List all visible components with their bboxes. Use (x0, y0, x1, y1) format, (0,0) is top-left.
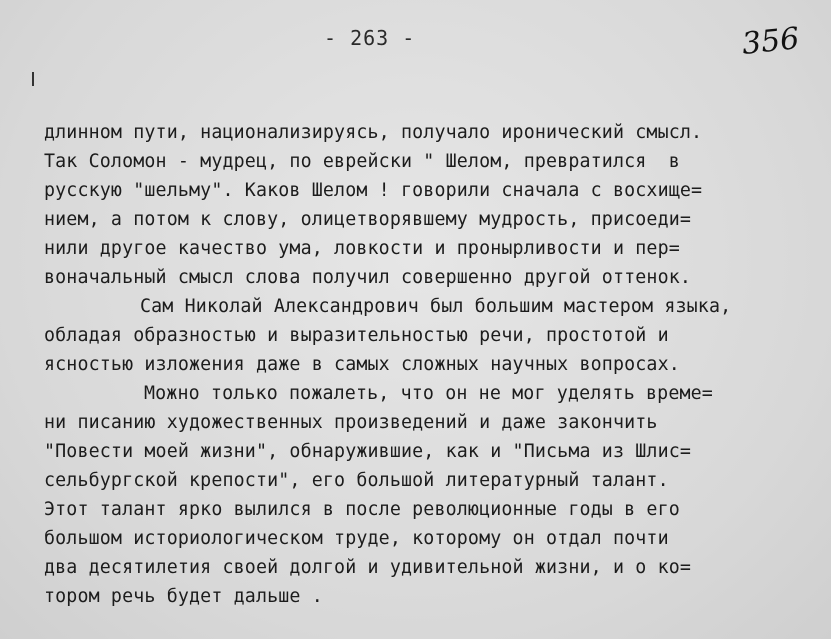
text-line: нием, а потом к слову, олицетворявшему мудрость, присоеди= (44, 209, 692, 230)
text-line: ясностью изложения даже в самых сложных научных вопросах. (44, 354, 680, 375)
text-line: Этот талант ярко вылился в после революционные годы в его (44, 499, 680, 520)
text-line: длинном пути, национализируясь, получало иронический смысл. (44, 122, 703, 143)
handwritten-folio-number: 356 (740, 21, 801, 62)
text-line: русскую "шельму". Каков Шелом ! говорили сначала с восхище= (44, 180, 703, 201)
text-line: ни писанию художественных произведений и даже закончить (44, 412, 658, 433)
text-line: два десятилетия своей долгой и удивительной жизни, и о ко= (44, 557, 692, 578)
text-line: большом историологическом труде, которому он отдал почти (44, 528, 669, 549)
text-line: воначальный смысл слова получил совершенно другой оттенок. (44, 267, 692, 288)
paragraph-start-line: Сам Николай Александрович был большим мастером языка, (140, 296, 732, 317)
text-line: "Повести моей жизни", обнаружившие, как и "Письма из Шлис= (44, 441, 692, 462)
text-line: обладая образностью и выразительностью речи, простотой и (44, 325, 669, 346)
text-line: нили другое качество ума, ловкости и пронырливости и пер= (44, 238, 680, 259)
margin-mark (32, 72, 34, 86)
paragraph-start-line: Можно только пожалеть, что он не мог уделять време= (144, 383, 713, 404)
text-line: сельбургской крепости", его большой литературный талант. (44, 470, 669, 491)
text-line: тором речь будет дальше . (44, 586, 323, 607)
body-text (44, 118, 831, 611)
page-number: - 263 - (324, 26, 416, 50)
text-line: Так Соломон - мудрец, по еврейски " Шелом, превратился в (44, 151, 680, 172)
